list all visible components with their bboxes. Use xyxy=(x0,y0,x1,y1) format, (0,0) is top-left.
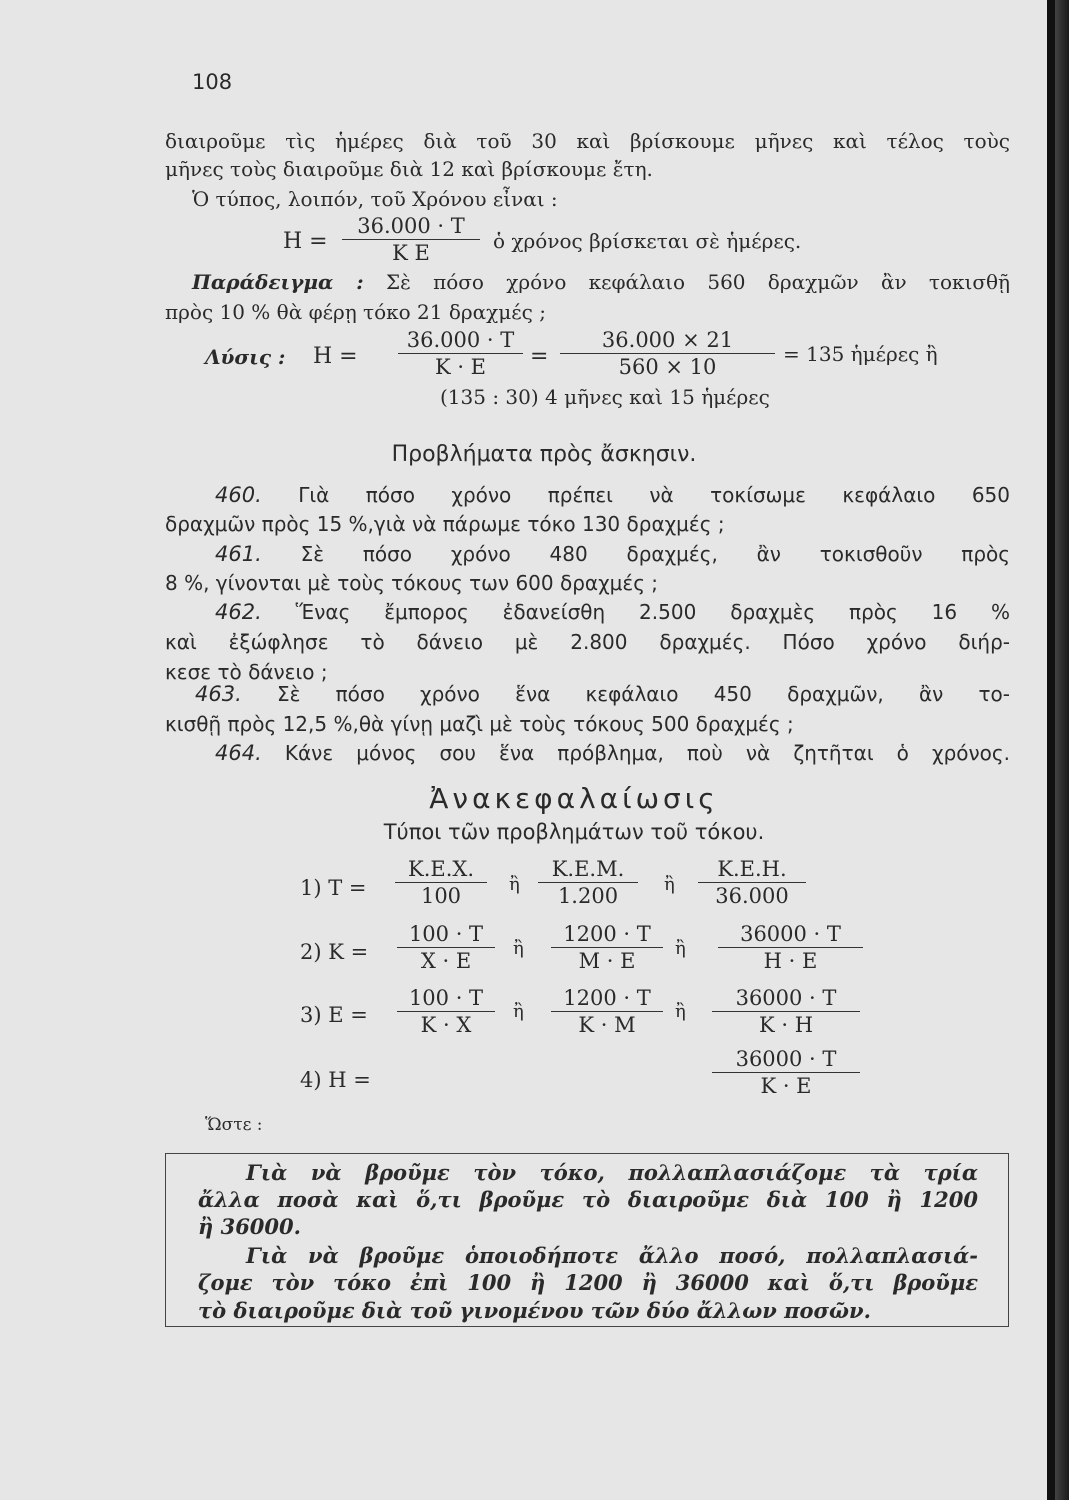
summary-subheading: Τύποι τῶν προβλημάτων τοῦ τόκου. xyxy=(383,820,765,844)
formula-1-fraction-1: $\frac{K.E.X.}{100}$ xyxy=(395,856,487,909)
solution-fraction-1 xyxy=(398,327,523,380)
solution-fraction-1-denominator: Κ · Ε xyxy=(434,355,487,379)
rule-2-line-1: Γιὰ νὰ βροῦμε ὁποιοδήποτε ἄλλο ποσό, πολλαπλασιά- xyxy=(246,1243,978,1268)
problem-464-line-1: 464. Κάνε μόνος σου ἕνα πρόβλημα, ποὺ νὰ ζητῆται ὁ χρόνος. xyxy=(215,741,1011,765)
formula-main-lhs: Η = xyxy=(283,229,328,254)
rule-1-line-1: Γιὰ νὰ βροῦμε τὸν τόκο, πολλαπλασιάζομε τὰ τρία xyxy=(246,1160,978,1185)
problem-464-number: 464. xyxy=(215,741,262,765)
formula-main-denominator: Κ Ε xyxy=(392,241,430,265)
intro-line-3: Ὁ τύπος, λοιπόν, τοῦ Χρόνου εἶναι : xyxy=(192,187,558,211)
formula-1-fraction-3: $\frac{K.E.H.}{36.000}$ xyxy=(698,856,806,909)
problem-461-line-2: 8 %, γίνονται μὲ τοὺς τόκους των 600 δραχμές ; xyxy=(165,571,659,595)
formula-2-or-2: ἢ xyxy=(675,938,686,959)
problem-460-number: 460. xyxy=(215,483,262,507)
solution-fraction-2-denominator: 560 × 10 xyxy=(618,355,717,379)
formula-3-label: 3) Ε = xyxy=(300,1003,368,1027)
summary-heading: Ἀνακεφαλαίωσις xyxy=(429,782,719,815)
formula-1-or-2: ἢ xyxy=(664,874,675,895)
problem-460-line-1: 460. Γιὰ πόσο χρόνο πρέπει νὰ τοκίσωμε κεφάλαιο 650 xyxy=(215,483,1010,507)
rule-2-line-2: ζομε τὸν τόκο ἐπὶ 100 ἢ 1200 ἢ 36000 καὶ ὅ,τι βροῦμε xyxy=(198,1270,978,1295)
formula-3-fraction-2: $\frac{1200 \cdot T}{K \cdot M}$ xyxy=(551,985,663,1038)
formula-2-fraction-1: $\frac{100 \cdot T}{X \cdot E}$ xyxy=(397,921,495,974)
rule-2-line-3: τὸ διαιροῦμε διὰ τοῦ γινομένου τῶν δύο ἄλλων ποσῶν. xyxy=(198,1298,871,1323)
formula-2-fraction-3: $\frac{36000 \cdot T}{H \cdot E}$ xyxy=(718,921,863,974)
intro-line-1: διαιροῦμε τὶς ἡμέρες διὰ τοῦ 30 καὶ βρίσκουμε μῆνες καὶ τέλος τοὺς xyxy=(165,129,1010,153)
solution-equals: = xyxy=(530,344,549,369)
formula-main-note: ὁ χρόνος βρίσκεται σὲ ἡμέρες. xyxy=(493,229,802,253)
formula-1-or-1: ἢ xyxy=(509,874,520,895)
problem-463-line-1: 463. Σὲ πόσο χρόνο ἕνα κεφάλαιο 450 δραχμῶν, ἂν το- xyxy=(195,682,1011,706)
solution-fraction-1-numerator: 36.000 · Τ xyxy=(398,327,523,354)
solution-fraction-2-numerator: 36.000 × 21 xyxy=(560,327,775,354)
solution-lhs: Η = xyxy=(313,344,358,369)
formula-1-label: 1) Τ = xyxy=(300,876,367,900)
formula-4-label: 4) Η = xyxy=(300,1068,371,1092)
formula-3-fraction-3: $\frac{36000 \cdot T}{K \cdot H}$ xyxy=(712,985,860,1038)
formula-main-fraction xyxy=(342,213,480,266)
problem-462-number: 462. xyxy=(215,600,262,624)
formula-3-or-2: ἢ xyxy=(675,1001,686,1022)
problem-463-number: 463. xyxy=(195,682,242,706)
solution-result: = 135 ἡμέρες ἢ xyxy=(783,342,938,366)
formula-4-fraction: $\frac{36000 \cdot T}{K \cdot E}$ xyxy=(712,1046,860,1099)
example-label: Παράδειγμα : xyxy=(192,270,364,294)
formula-1-fraction-2: $\frac{K.E.M.}{1.200}$ xyxy=(538,856,638,909)
problems-heading: Προβλήματα πρὸς ἄσκησιν. xyxy=(391,442,697,467)
problem-462-line-1: 462. Ἕνας ἔμπορος ἐδανείσθη 2.500 δραχμὲς πρὸς 16 % xyxy=(215,600,1011,624)
hoste-label: Ὥστε : xyxy=(205,1115,263,1135)
example-text-1: Σὲ πόσο χρόνο κεφάλαιο 560 δραχμῶν ἂν τοκισθῇ xyxy=(385,270,1011,294)
problem-463-line-2: κισθῇ πρὸς 12,5 %,θὰ γίνῃ μαζὶ μὲ τοὺς τόκους 500 δραχμές ; xyxy=(165,712,794,736)
example-line-1 xyxy=(192,268,1010,296)
formula-2-label: 2) Κ = xyxy=(300,940,369,964)
solution-fraction-2 xyxy=(560,327,775,380)
rule-1-line-3: ἢ 36000. xyxy=(198,1214,301,1239)
formula-3-or-1: ἢ xyxy=(513,1001,524,1022)
rule-1-line-2: ἄλλα ποσὰ καὶ ὅ,τι βροῦμε τὸ διαιροῦμε διὰ 100 ἢ 1200 xyxy=(198,1187,978,1212)
page-number: 108 xyxy=(192,70,233,94)
example-line-2: πρὸς 10 % θὰ φέρῃ τόκο 21 δραχμές ; xyxy=(165,300,546,324)
problem-461-number: 461. xyxy=(215,542,262,566)
problem-462-line-3: κεσε τὸ δάνειο ; xyxy=(165,660,328,684)
problem-460-line-2: δραχμῶν πρὸς 15 %,γιὰ νὰ πάρωμε τόκο 130 δραχμές ; xyxy=(165,512,725,536)
spine-shadow xyxy=(1047,0,1055,1500)
formula-main-numerator: 36.000 · Τ xyxy=(342,213,480,240)
solution-line-2: (135 : 30) 4 μῆνες καὶ 15 ἡμέρες xyxy=(440,385,770,409)
problem-462-line-2: καὶ ἐξώφλησε τὸ δάνειο μὲ 2.800 δραχμές. Πόσο χρόνο διήρ- xyxy=(165,630,1010,654)
problem-461-line-1: 461. Σὲ πόσο χρόνο 480 δραχμές, ἂν τοκισθοῦν πρὸς xyxy=(215,542,1011,566)
formula-3-fraction-1: $\frac{100 \cdot T}{K \cdot X}$ xyxy=(397,985,495,1038)
book-spine xyxy=(1047,0,1069,1500)
formula-2-fraction-2: $\frac{1200 \cdot T}{M \cdot E}$ xyxy=(551,921,663,974)
formula-2-or-1: ἢ xyxy=(513,938,524,959)
solution-label: Λύσις : xyxy=(205,345,286,369)
intro-line-2: μῆνες τοὺς διαιροῦμε διὰ 12 καὶ βρίσκουμε ἔτη. xyxy=(165,157,653,181)
